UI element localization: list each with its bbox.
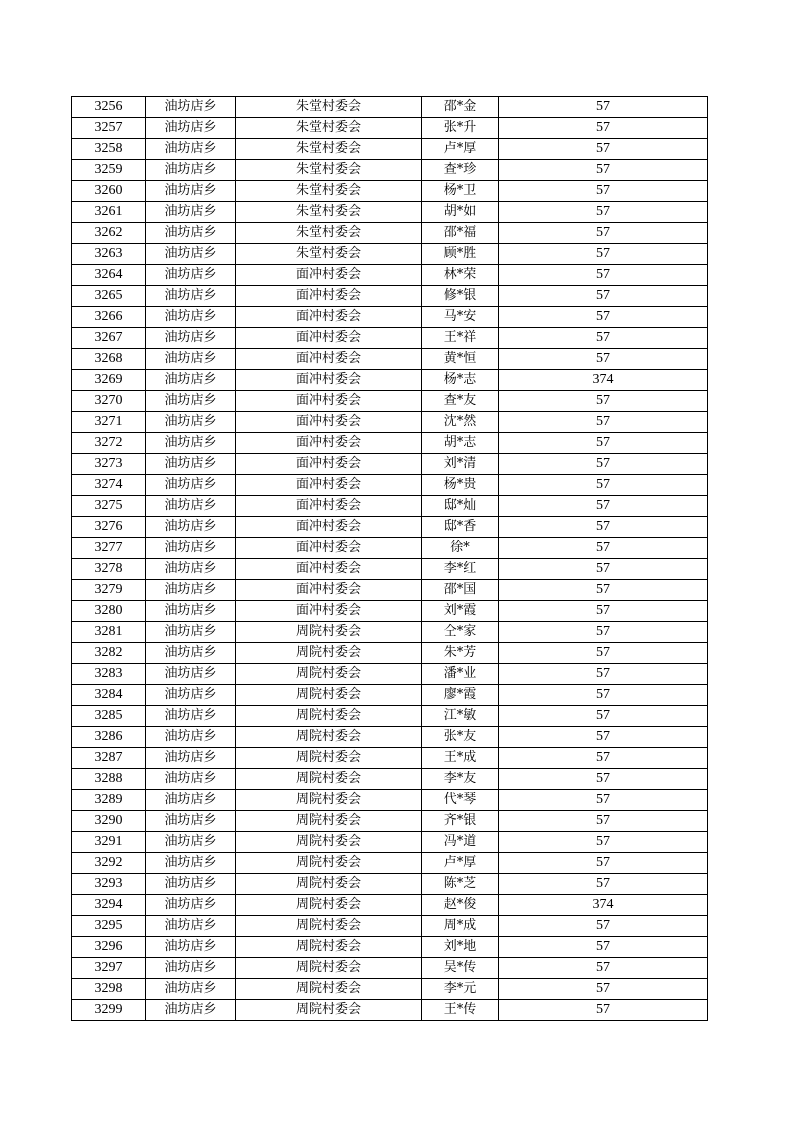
serial-number-cell: 3279 bbox=[72, 580, 146, 601]
township-cell: 油坊店乡 bbox=[146, 559, 236, 580]
table-row bbox=[72, 1000, 708, 1021]
serial-number-cell: 3282 bbox=[72, 643, 146, 664]
serial-number-cell: 3271 bbox=[72, 412, 146, 433]
table-row bbox=[72, 685, 708, 706]
person-name-cell: 廖*霞 bbox=[422, 685, 499, 706]
township-cell: 油坊店乡 bbox=[146, 370, 236, 391]
village-committee-cell: 面冲村委会 bbox=[236, 538, 422, 559]
person-name-cell: 黄*恒 bbox=[422, 349, 499, 370]
township-cell: 油坊店乡 bbox=[146, 685, 236, 706]
person-name-cell: 潘*业 bbox=[422, 664, 499, 685]
village-committee-cell: 朱堂村委会 bbox=[236, 202, 422, 223]
person-name-cell: 杨*志 bbox=[422, 370, 499, 391]
serial-number-cell: 3259 bbox=[72, 160, 146, 181]
table-row bbox=[72, 832, 708, 853]
table-body bbox=[72, 97, 708, 1021]
amount-cell: 57 bbox=[499, 286, 708, 307]
table-row bbox=[72, 643, 708, 664]
table-row bbox=[72, 727, 708, 748]
table-row bbox=[72, 664, 708, 685]
village-committee-cell: 周院村委会 bbox=[236, 895, 422, 916]
amount-cell: 57 bbox=[499, 412, 708, 433]
person-name-cell: 朱*芳 bbox=[422, 643, 499, 664]
village-committee-cell: 周院村委会 bbox=[236, 622, 422, 643]
serial-number-cell: 3269 bbox=[72, 370, 146, 391]
village-committee-cell: 周院村委会 bbox=[236, 979, 422, 1000]
table-row bbox=[72, 223, 708, 244]
township-cell: 油坊店乡 bbox=[146, 580, 236, 601]
serial-number-cell: 3281 bbox=[72, 622, 146, 643]
table-row bbox=[72, 622, 708, 643]
person-name-cell: 顾*胜 bbox=[422, 244, 499, 265]
serial-number-cell: 3283 bbox=[72, 664, 146, 685]
person-name-cell: 陈*芝 bbox=[422, 874, 499, 895]
person-name-cell: 林*荣 bbox=[422, 265, 499, 286]
amount-cell: 57 bbox=[499, 391, 708, 412]
amount-cell: 57 bbox=[499, 307, 708, 328]
township-cell: 油坊店乡 bbox=[146, 916, 236, 937]
village-committee-cell: 周院村委会 bbox=[236, 790, 422, 811]
amount-cell: 57 bbox=[499, 979, 708, 1000]
table-row bbox=[72, 265, 708, 286]
village-committee-cell: 朱堂村委会 bbox=[236, 160, 422, 181]
table-row bbox=[72, 475, 708, 496]
serial-number-cell: 3286 bbox=[72, 727, 146, 748]
amount-cell: 57 bbox=[499, 244, 708, 265]
amount-cell: 57 bbox=[499, 496, 708, 517]
village-committee-cell: 面冲村委会 bbox=[236, 391, 422, 412]
person-name-cell: 修*银 bbox=[422, 286, 499, 307]
township-cell: 油坊店乡 bbox=[146, 538, 236, 559]
township-cell: 油坊店乡 bbox=[146, 706, 236, 727]
township-cell: 油坊店乡 bbox=[146, 202, 236, 223]
person-name-cell: 吴*传 bbox=[422, 958, 499, 979]
serial-number-cell: 3267 bbox=[72, 328, 146, 349]
village-committee-cell: 周院村委会 bbox=[236, 853, 422, 874]
serial-number-cell: 3260 bbox=[72, 181, 146, 202]
table-row bbox=[72, 853, 708, 874]
amount-cell: 57 bbox=[499, 559, 708, 580]
serial-number-cell: 3258 bbox=[72, 139, 146, 160]
person-name-cell: 李*元 bbox=[422, 979, 499, 1000]
person-name-cell: 马*安 bbox=[422, 307, 499, 328]
village-committee-cell: 面冲村委会 bbox=[236, 517, 422, 538]
township-cell: 油坊店乡 bbox=[146, 412, 236, 433]
table-row bbox=[72, 811, 708, 832]
serial-number-cell: 3280 bbox=[72, 601, 146, 622]
serial-number-cell: 3297 bbox=[72, 958, 146, 979]
table-row bbox=[72, 769, 708, 790]
village-committee-cell: 面冲村委会 bbox=[236, 559, 422, 580]
village-committee-cell: 朱堂村委会 bbox=[236, 223, 422, 244]
serial-number-cell: 3275 bbox=[72, 496, 146, 517]
serial-number-cell: 3278 bbox=[72, 559, 146, 580]
person-name-cell: 周*成 bbox=[422, 916, 499, 937]
person-name-cell: 仝*家 bbox=[422, 622, 499, 643]
serial-number-cell: 3272 bbox=[72, 433, 146, 454]
serial-number-cell: 3261 bbox=[72, 202, 146, 223]
table-row bbox=[72, 538, 708, 559]
serial-number-cell: 3295 bbox=[72, 916, 146, 937]
serial-number-cell: 3288 bbox=[72, 769, 146, 790]
village-committee-cell: 面冲村委会 bbox=[236, 265, 422, 286]
township-cell: 油坊店乡 bbox=[146, 748, 236, 769]
amount-cell: 57 bbox=[499, 706, 708, 727]
township-cell: 油坊店乡 bbox=[146, 895, 236, 916]
village-committee-cell: 面冲村委会 bbox=[236, 601, 422, 622]
serial-number-cell: 3296 bbox=[72, 937, 146, 958]
amount-cell: 57 bbox=[499, 1000, 708, 1021]
beneficiary-table bbox=[71, 96, 708, 1021]
person-name-cell: 江*敏 bbox=[422, 706, 499, 727]
amount-cell: 57 bbox=[499, 223, 708, 244]
table-row bbox=[72, 160, 708, 181]
village-committee-cell: 面冲村委会 bbox=[236, 580, 422, 601]
township-cell: 油坊店乡 bbox=[146, 97, 236, 118]
village-committee-cell: 面冲村委会 bbox=[236, 307, 422, 328]
amount-cell: 57 bbox=[499, 811, 708, 832]
serial-number-cell: 3273 bbox=[72, 454, 146, 475]
village-committee-cell: 面冲村委会 bbox=[236, 475, 422, 496]
person-name-cell: 张*升 bbox=[422, 118, 499, 139]
person-name-cell: 邵*国 bbox=[422, 580, 499, 601]
table-row bbox=[72, 328, 708, 349]
township-cell: 油坊店乡 bbox=[146, 118, 236, 139]
table-row bbox=[72, 118, 708, 139]
person-name-cell: 查*珍 bbox=[422, 160, 499, 181]
person-name-cell: 杨*贵 bbox=[422, 475, 499, 496]
township-cell: 油坊店乡 bbox=[146, 181, 236, 202]
township-cell: 油坊店乡 bbox=[146, 790, 236, 811]
village-committee-cell: 周院村委会 bbox=[236, 937, 422, 958]
township-cell: 油坊店乡 bbox=[146, 349, 236, 370]
township-cell: 油坊店乡 bbox=[146, 454, 236, 475]
township-cell: 油坊店乡 bbox=[146, 664, 236, 685]
serial-number-cell: 3274 bbox=[72, 475, 146, 496]
serial-number-cell: 3257 bbox=[72, 118, 146, 139]
table-row bbox=[72, 790, 708, 811]
amount-cell: 57 bbox=[499, 202, 708, 223]
person-name-cell: 卢*厚 bbox=[422, 139, 499, 160]
village-committee-cell: 周院村委会 bbox=[236, 727, 422, 748]
person-name-cell: 冯*道 bbox=[422, 832, 499, 853]
table-row bbox=[72, 139, 708, 160]
table-row bbox=[72, 895, 708, 916]
village-committee-cell: 周院村委会 bbox=[236, 916, 422, 937]
village-committee-cell: 周院村委会 bbox=[236, 706, 422, 727]
amount-cell: 57 bbox=[499, 874, 708, 895]
village-committee-cell: 周院村委会 bbox=[236, 874, 422, 895]
amount-cell: 57 bbox=[499, 265, 708, 286]
person-name-cell: 李*友 bbox=[422, 769, 499, 790]
serial-number-cell: 3262 bbox=[72, 223, 146, 244]
township-cell: 油坊店乡 bbox=[146, 517, 236, 538]
township-cell: 油坊店乡 bbox=[146, 139, 236, 160]
township-cell: 油坊店乡 bbox=[146, 307, 236, 328]
township-cell: 油坊店乡 bbox=[146, 601, 236, 622]
village-committee-cell: 朱堂村委会 bbox=[236, 97, 422, 118]
village-committee-cell: 周院村委会 bbox=[236, 958, 422, 979]
amount-cell: 57 bbox=[499, 160, 708, 181]
serial-number-cell: 3284 bbox=[72, 685, 146, 706]
village-committee-cell: 面冲村委会 bbox=[236, 349, 422, 370]
amount-cell: 374 bbox=[499, 895, 708, 916]
person-name-cell: 刘*地 bbox=[422, 937, 499, 958]
table-row bbox=[72, 370, 708, 391]
amount-cell: 57 bbox=[499, 97, 708, 118]
person-name-cell: 王*成 bbox=[422, 748, 499, 769]
serial-number-cell: 3294 bbox=[72, 895, 146, 916]
table-row bbox=[72, 244, 708, 265]
table-row bbox=[72, 97, 708, 118]
village-committee-cell: 面冲村委会 bbox=[236, 433, 422, 454]
serial-number-cell: 3292 bbox=[72, 853, 146, 874]
amount-cell: 57 bbox=[499, 790, 708, 811]
serial-number-cell: 3276 bbox=[72, 517, 146, 538]
amount-cell: 57 bbox=[499, 853, 708, 874]
township-cell: 油坊店乡 bbox=[146, 979, 236, 1000]
person-name-cell: 查*友 bbox=[422, 391, 499, 412]
village-committee-cell: 朱堂村委会 bbox=[236, 244, 422, 265]
serial-number-cell: 3263 bbox=[72, 244, 146, 265]
village-committee-cell: 周院村委会 bbox=[236, 769, 422, 790]
person-name-cell: 邸*灿 bbox=[422, 496, 499, 517]
amount-cell: 57 bbox=[499, 118, 708, 139]
serial-number-cell: 3268 bbox=[72, 349, 146, 370]
table-row bbox=[72, 748, 708, 769]
village-committee-cell: 朱堂村委会 bbox=[236, 139, 422, 160]
amount-cell: 57 bbox=[499, 748, 708, 769]
village-committee-cell: 周院村委会 bbox=[236, 685, 422, 706]
township-cell: 油坊店乡 bbox=[146, 769, 236, 790]
serial-number-cell: 3290 bbox=[72, 811, 146, 832]
table-row bbox=[72, 202, 708, 223]
serial-number-cell: 3266 bbox=[72, 307, 146, 328]
serial-number-cell: 3293 bbox=[72, 874, 146, 895]
person-name-cell: 卢*厚 bbox=[422, 853, 499, 874]
table-row bbox=[72, 706, 708, 727]
township-cell: 油坊店乡 bbox=[146, 475, 236, 496]
person-name-cell: 李*红 bbox=[422, 559, 499, 580]
table-row bbox=[72, 874, 708, 895]
person-name-cell: 邸*香 bbox=[422, 517, 499, 538]
township-cell: 油坊店乡 bbox=[146, 496, 236, 517]
village-committee-cell: 周院村委会 bbox=[236, 748, 422, 769]
village-committee-cell: 面冲村委会 bbox=[236, 286, 422, 307]
amount-cell: 57 bbox=[499, 622, 708, 643]
serial-number-cell: 3277 bbox=[72, 538, 146, 559]
amount-cell: 57 bbox=[499, 580, 708, 601]
table-row bbox=[72, 517, 708, 538]
table-row bbox=[72, 559, 708, 580]
serial-number-cell: 3256 bbox=[72, 97, 146, 118]
table-row bbox=[72, 496, 708, 517]
township-cell: 油坊店乡 bbox=[146, 433, 236, 454]
person-name-cell: 胡*志 bbox=[422, 433, 499, 454]
table-row bbox=[72, 181, 708, 202]
amount-cell: 57 bbox=[499, 958, 708, 979]
table-row bbox=[72, 916, 708, 937]
amount-cell: 57 bbox=[499, 328, 708, 349]
amount-cell: 57 bbox=[499, 769, 708, 790]
table-row bbox=[72, 412, 708, 433]
table-row bbox=[72, 958, 708, 979]
township-cell: 油坊店乡 bbox=[146, 643, 236, 664]
person-name-cell: 齐*银 bbox=[422, 811, 499, 832]
serial-number-cell: 3299 bbox=[72, 1000, 146, 1021]
amount-cell: 57 bbox=[499, 475, 708, 496]
serial-number-cell: 3291 bbox=[72, 832, 146, 853]
person-name-cell: 刘*霞 bbox=[422, 601, 499, 622]
amount-cell: 57 bbox=[499, 538, 708, 559]
township-cell: 油坊店乡 bbox=[146, 727, 236, 748]
amount-cell: 57 bbox=[499, 916, 708, 937]
person-name-cell: 王*传 bbox=[422, 1000, 499, 1021]
village-committee-cell: 朱堂村委会 bbox=[236, 181, 422, 202]
person-name-cell: 刘*清 bbox=[422, 454, 499, 475]
serial-number-cell: 3285 bbox=[72, 706, 146, 727]
amount-cell: 57 bbox=[499, 139, 708, 160]
village-committee-cell: 周院村委会 bbox=[236, 664, 422, 685]
table-row bbox=[72, 307, 708, 328]
village-committee-cell: 面冲村委会 bbox=[236, 370, 422, 391]
township-cell: 油坊店乡 bbox=[146, 265, 236, 286]
amount-cell: 57 bbox=[499, 685, 708, 706]
amount-cell: 57 bbox=[499, 643, 708, 664]
amount-cell: 374 bbox=[499, 370, 708, 391]
village-committee-cell: 面冲村委会 bbox=[236, 496, 422, 517]
village-committee-cell: 周院村委会 bbox=[236, 643, 422, 664]
serial-number-cell: 3270 bbox=[72, 391, 146, 412]
township-cell: 油坊店乡 bbox=[146, 811, 236, 832]
village-committee-cell: 面冲村委会 bbox=[236, 412, 422, 433]
amount-cell: 57 bbox=[499, 349, 708, 370]
township-cell: 油坊店乡 bbox=[146, 286, 236, 307]
township-cell: 油坊店乡 bbox=[146, 328, 236, 349]
township-cell: 油坊店乡 bbox=[146, 958, 236, 979]
table-row bbox=[72, 979, 708, 1000]
amount-cell: 57 bbox=[499, 727, 708, 748]
village-committee-cell: 朱堂村委会 bbox=[236, 118, 422, 139]
person-name-cell: 赵*俊 bbox=[422, 895, 499, 916]
township-cell: 油坊店乡 bbox=[146, 160, 236, 181]
table-row bbox=[72, 286, 708, 307]
serial-number-cell: 3298 bbox=[72, 979, 146, 1000]
amount-cell: 57 bbox=[499, 937, 708, 958]
person-name-cell: 徐* bbox=[422, 538, 499, 559]
amount-cell: 57 bbox=[499, 601, 708, 622]
person-name-cell: 胡*如 bbox=[422, 202, 499, 223]
village-committee-cell: 周院村委会 bbox=[236, 832, 422, 853]
table-row bbox=[72, 349, 708, 370]
serial-number-cell: 3265 bbox=[72, 286, 146, 307]
amount-cell: 57 bbox=[499, 454, 708, 475]
serial-number-cell: 3264 bbox=[72, 265, 146, 286]
township-cell: 油坊店乡 bbox=[146, 937, 236, 958]
village-committee-cell: 周院村委会 bbox=[236, 811, 422, 832]
person-name-cell: 邵*福 bbox=[422, 223, 499, 244]
amount-cell: 57 bbox=[499, 664, 708, 685]
village-committee-cell: 面冲村委会 bbox=[236, 328, 422, 349]
township-cell: 油坊店乡 bbox=[146, 832, 236, 853]
serial-number-cell: 3287 bbox=[72, 748, 146, 769]
village-committee-cell: 周院村委会 bbox=[236, 1000, 422, 1021]
table-row bbox=[72, 580, 708, 601]
township-cell: 油坊店乡 bbox=[146, 853, 236, 874]
serial-number-cell: 3289 bbox=[72, 790, 146, 811]
person-name-cell: 张*友 bbox=[422, 727, 499, 748]
table-row bbox=[72, 391, 708, 412]
table-row bbox=[72, 937, 708, 958]
person-name-cell: 邵*金 bbox=[422, 97, 499, 118]
person-name-cell: 代*琴 bbox=[422, 790, 499, 811]
table-row bbox=[72, 601, 708, 622]
township-cell: 油坊店乡 bbox=[146, 223, 236, 244]
township-cell: 油坊店乡 bbox=[146, 391, 236, 412]
person-name-cell: 沈*然 bbox=[422, 412, 499, 433]
amount-cell: 57 bbox=[499, 517, 708, 538]
township-cell: 油坊店乡 bbox=[146, 622, 236, 643]
township-cell: 油坊店乡 bbox=[146, 1000, 236, 1021]
person-name-cell: 杨*卫 bbox=[422, 181, 499, 202]
amount-cell: 57 bbox=[499, 181, 708, 202]
village-committee-cell: 面冲村委会 bbox=[236, 454, 422, 475]
township-cell: 油坊店乡 bbox=[146, 244, 236, 265]
township-cell: 油坊店乡 bbox=[146, 874, 236, 895]
table-row bbox=[72, 433, 708, 454]
person-name-cell: 王*祥 bbox=[422, 328, 499, 349]
amount-cell: 57 bbox=[499, 832, 708, 853]
amount-cell: 57 bbox=[499, 433, 708, 454]
table-row bbox=[72, 454, 708, 475]
